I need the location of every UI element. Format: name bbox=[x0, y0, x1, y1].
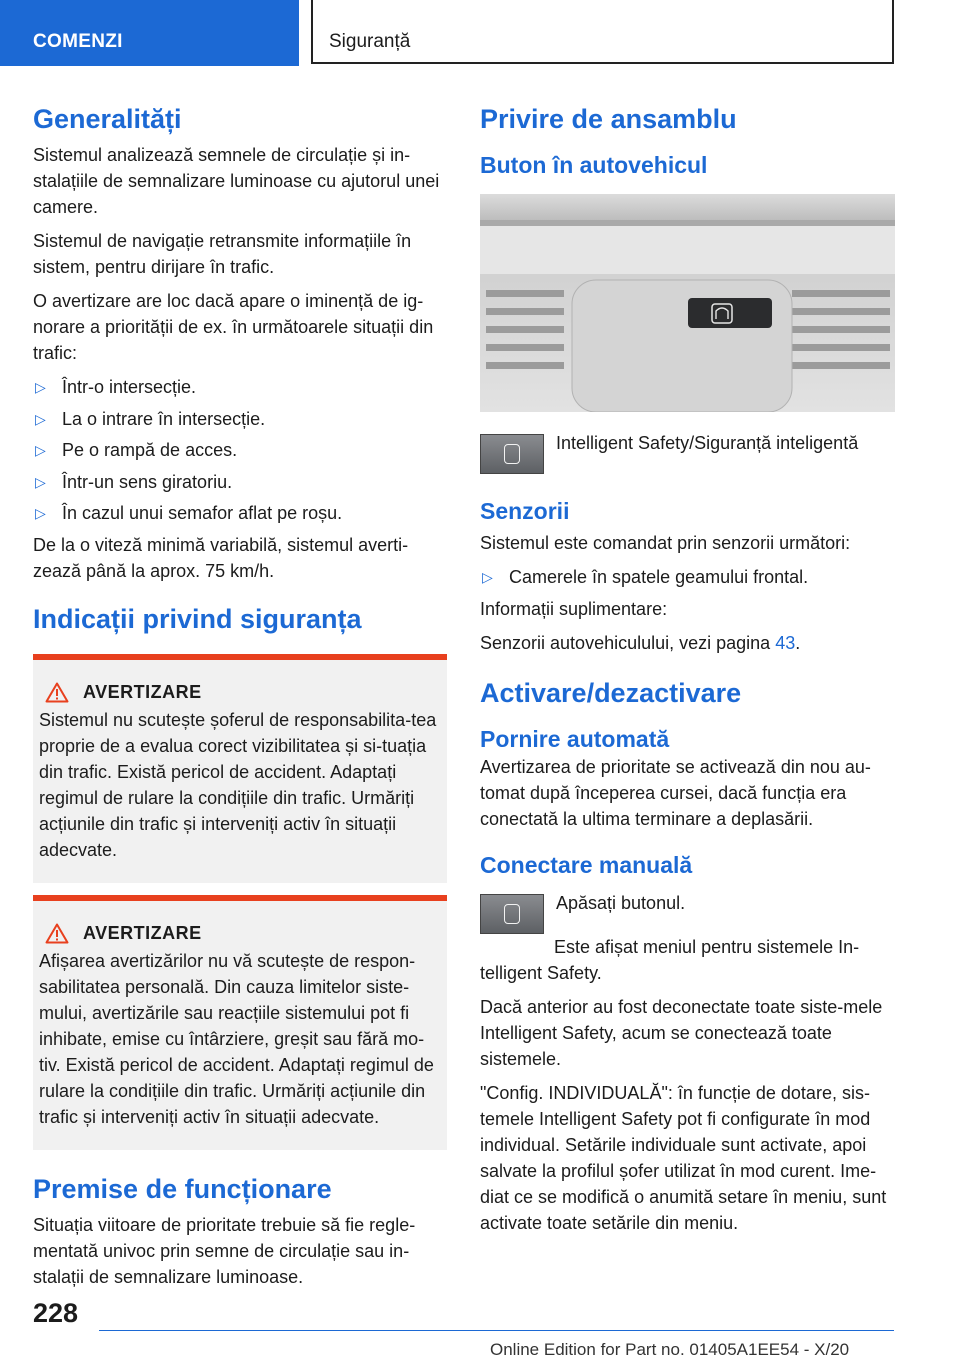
chapter-title: Siguranță bbox=[329, 31, 411, 52]
right-column bbox=[480, 102, 895, 1244]
triangle-bullet-icon: ▷ bbox=[35, 473, 46, 490]
paragraph: Apăsați butonul. bbox=[556, 892, 686, 913]
dashboard-photo bbox=[480, 194, 895, 412]
paragraph: O avertizare are loc dacă apare o iminență de ig-norare a priorității de ex. în următoarele situații din trafic: bbox=[33, 291, 434, 363]
triangle-bullet-icon: ▷ bbox=[35, 442, 46, 458]
paragraph: De la o viteză minimă variabilă, sistemul averti-zează până la aprox. 75 km/h. bbox=[33, 534, 409, 581]
situation-list bbox=[33, 374, 447, 526]
triangle-bullet-icon: ▷ bbox=[482, 569, 493, 585]
warning-text: Sistemul nu scutește șoferul de responsabilita-tea proprie de a evalua corect vizibilitatea și si-tuația din trafic. Există pericol de accident. Adaptați regimul de rulare la condițiile din trafic. Urmăriți acțiunile din trafic și interveniți activ în situații adecvate. bbox=[39, 709, 437, 860]
triangle-bullet-icon: ▷ bbox=[35, 505, 46, 521]
footer-edition: Online Edition for Part no. 01405A1EE54 - X/20 bbox=[490, 1340, 850, 1359]
page-link[interactable]: 43 bbox=[775, 632, 796, 653]
list-item: ▷ Pe o rampă de acces. bbox=[33, 437, 447, 463]
heading-auto: Pornire automată bbox=[480, 725, 670, 752]
warning-title: AVERTIZARE bbox=[83, 922, 202, 943]
heading-sensors: Senzorii bbox=[480, 498, 570, 524]
list-item: ▷ Într-o intersecție. bbox=[33, 374, 447, 400]
list-item: ▷ La o intrare în intersecție. bbox=[33, 406, 447, 432]
paragraph: Sistemul analizează semnele de circulație și in-stalațiile de semnalizare luminoase cu ajutorul unei camere. bbox=[33, 145, 440, 217]
intelligent-safety-button-icon bbox=[480, 434, 544, 474]
heading-button: Buton în autovehicul bbox=[480, 152, 708, 178]
paragraph: Sistemul este comandat prin senzorii următori: bbox=[480, 533, 851, 553]
heading-general: Generalități bbox=[33, 104, 182, 134]
triangle-bullet-icon: ▷ bbox=[35, 410, 46, 427]
warning-text: Afișarea avertizărilor nu vă scutește de respon-sabilitatea personală. Din cauza limitelor siste-mului, avertizările sau reacțiile sistemului pot fi inhibate, emise cu întârziere, greșit sau fără mo-tiv. Există pericol de accident. Adaptați regimul de rulare la condițiile din trafic. Urmăriți acțiunile din trafic și interveniți activ în situații adecvate. bbox=[39, 950, 434, 1127]
footer-divider bbox=[99, 1330, 894, 1331]
paragraph: Senzorii autovehiculului, vezi pagina 43. bbox=[480, 632, 801, 653]
warning-triangle-icon bbox=[45, 682, 69, 703]
section-title: COMENZI bbox=[33, 31, 123, 52]
paragraph: Sistemul de navigație retransmite informațiile în sistem, pentru dirijare în trafic. bbox=[33, 231, 412, 277]
intelligent-safety-button-icon bbox=[480, 894, 544, 934]
warning-title: AVERTIZARE bbox=[83, 681, 202, 702]
list-item: ▷ În cazul unui semafor aflat pe roșu. bbox=[33, 500, 447, 526]
manual-button-row bbox=[480, 890, 895, 934]
button-label: Intelligent Safety/Siguranță inteligentă bbox=[556, 433, 859, 453]
warning-triangle-icon bbox=[45, 923, 69, 944]
paragraph: Informații suplimentare: bbox=[480, 598, 668, 619]
warning-box bbox=[33, 895, 447, 1150]
triangle-bullet-icon: ▷ bbox=[35, 379, 46, 395]
list-item: ▷ Într-un sens giratoriu. bbox=[33, 469, 447, 495]
heading-activate: Activare/dezactivare bbox=[480, 677, 742, 708]
button-legend bbox=[480, 430, 895, 474]
heading-manual: Conectare manuală bbox=[480, 851, 693, 878]
heading-premise: Premise de funcționare bbox=[33, 1173, 332, 1204]
paragraph: Dacă anterior au fost deconectate toate siste-mele Intelligent Safety, acum se conectează toate sistemele. bbox=[480, 996, 883, 1069]
heading-safety: Indicații privind siguranța bbox=[33, 603, 362, 634]
chapter-header bbox=[311, 0, 894, 64]
section-tab bbox=[0, 0, 299, 66]
heading-overview: Privire de ansamblu bbox=[480, 104, 737, 134]
warning-box bbox=[33, 654, 447, 883]
list-item: ▷ Camerele în spatele geamului frontal. bbox=[480, 564, 895, 590]
paragraph: Situația viitoare de prioritate trebuie să fie regle-mentată univoc prin semne de circulație sau in-stalații de semnalizare luminoase. bbox=[33, 1214, 416, 1287]
dashboard-illustration bbox=[480, 194, 895, 412]
paragraph: Este afișat meniul pentru sistemele In-telligent Safety. bbox=[480, 936, 860, 983]
paragraph: Avertizarea de prioritate se activează din nou au-tomat după începerea cursei, dacă funcția era conectată la ultima terminare a deplasării. bbox=[480, 756, 871, 829]
page-number: 228 bbox=[33, 1298, 79, 1328]
sensor-list bbox=[480, 564, 895, 590]
left-column bbox=[33, 102, 447, 1298]
paragraph: "Config. INDIVIDUALĂ": în funcție de dotare, sis-temele Intelligent Safety pot fi configurate în mod individual. Setările individuale sunt activate, apoi salvate la profilul șofer utilizat în mod curent. Ime-diat ce se modifică o anumită setare în meniu, sunt activate toate setările din meniu. bbox=[480, 1082, 887, 1233]
